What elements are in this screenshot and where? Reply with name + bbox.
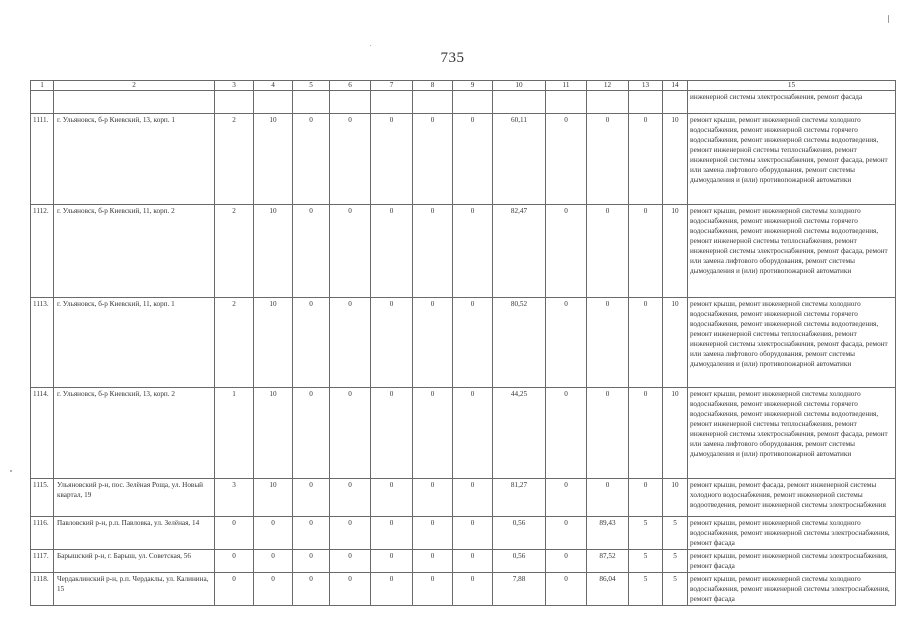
cell-col-8: 0 — [413, 479, 453, 517]
cell-address: г. Ульяновск, б-р Киевский, 11, корп. 1 — [54, 298, 215, 388]
cell-col-8: 0 — [413, 388, 453, 479]
table-row — [31, 573, 896, 606]
column-header-11: 11 — [546, 81, 587, 91]
cell-index: 1117. — [31, 550, 54, 573]
cell-col-11: 0 — [546, 205, 587, 298]
column-header-15: 15 — [688, 81, 896, 91]
cell-col-8: 0 — [413, 298, 453, 388]
cell-col-5: 0 — [293, 298, 330, 388]
cell-col-2 — [54, 91, 215, 114]
cell-col-7: 0 — [371, 205, 413, 298]
cell-col-10: 81,27 — [493, 479, 546, 517]
cell-col-14: 5 — [663, 517, 688, 550]
cell-col-7: 0 — [371, 573, 413, 606]
cell-col-12: 0 — [587, 388, 629, 479]
cell-col-3: 0 — [215, 550, 254, 573]
table-row — [31, 205, 896, 298]
table-row — [31, 388, 896, 479]
cell-index: 1111. — [31, 114, 54, 205]
cell-work: ремонт крыши, ремонт фасада, ремонт инженерной системы холодного водоснабжения, ремонт инженерной системы водоотведения, ремонт инженерной системы электроснабжения — [688, 479, 896, 517]
table-row — [31, 114, 896, 205]
cell-col-3: 3 — [215, 479, 254, 517]
column-header-3: 3 — [215, 81, 254, 91]
column-header-6: 6 — [330, 81, 371, 91]
cell-work: ремонт крыши, ремонт инженерной системы холодного водоснабжения, ремонт инженерной системы горячего водоснабжения, ремонт инженерной системы водоотведения, ремонт инженерной системы теплоснабжения, ремонт инженерной системы электроснабжения, ремонт фасада, ремонт или замена лифтового оборудования, ремонт системы дымоудаления и (или) противопожарной автоматики — [688, 388, 896, 479]
cell-address: г. Ульяновск, б-р Киевский, 13, корп. 2 — [54, 388, 215, 479]
cell-col-11: 0 — [546, 388, 587, 479]
cell-col-5: 0 — [293, 517, 330, 550]
cell-col-7: 0 — [371, 388, 413, 479]
cell-col-3: 2 — [215, 298, 254, 388]
column-header-5: 5 — [293, 81, 330, 91]
cell-col-7: 0 — [371, 550, 413, 573]
cell-col-12: 0 — [587, 298, 629, 388]
cell-work: ремонт крыши, ремонт инженерной системы электроснабжения, ремонт фасада — [688, 550, 896, 573]
cell-index: 1114. — [31, 388, 54, 479]
cell-col-5: 0 — [293, 388, 330, 479]
cell-col-13: 5 — [629, 550, 663, 573]
table-row — [31, 550, 896, 573]
cell-col-13: 5 — [629, 517, 663, 550]
cell-col-10: 0,56 — [493, 517, 546, 550]
cell-col-9: 0 — [453, 479, 493, 517]
column-header-2: 2 — [54, 81, 215, 91]
continuation-row — [31, 91, 896, 114]
cell-col-4: 10 — [254, 114, 293, 205]
table-body — [31, 91, 896, 606]
cell-col-9: 0 — [453, 517, 493, 550]
cell-work: ремонт крыши, ремонт инженерной системы холодного водоснабжения, ремонт инженерной системы горячего водоснабжения, ремонт инженерной системы водоотведения, ремонт инженерной системы теплоснабжения, ремонт инженерной системы электроснабжения, ремонт фасада, ремонт или замена лифтового оборудования, ремонт системы дымоудаления и (или) противопожарной автоматики — [688, 114, 896, 205]
cell-col-5: 0 — [293, 205, 330, 298]
cell-address: г. Ульяновск, б-р Киевский, 13, корп. 1 — [54, 114, 215, 205]
cell-col-5: 0 — [293, 479, 330, 517]
cell-work: ремонт крыши, ремонт инженерной системы холодного водоснабжения, ремонт инженерной системы электроснабжения, ремонт фасада — [688, 573, 896, 606]
cell-col-9: 0 — [453, 550, 493, 573]
column-header-9: 9 — [453, 81, 493, 91]
cell-col-6: 0 — [330, 550, 371, 573]
cell-col-14: 10 — [663, 479, 688, 517]
cell-col-9: 0 — [453, 298, 493, 388]
cell-address: г. Ульяновск, б-р Киевский, 11, корп. 2 — [54, 205, 215, 298]
page-number: 735 — [440, 50, 465, 66]
cell-col-3: 2 — [215, 205, 254, 298]
cell-address: Павловский р-н, р.п. Павловка, ул. Зелёная, 14 — [54, 517, 215, 550]
cell-col-11: 0 — [546, 114, 587, 205]
cell-col-14: 10 — [663, 205, 688, 298]
cell-work: инженерной системы электроснабжения, ремонт фасада — [688, 91, 896, 114]
cell-col-6: 0 — [330, 298, 371, 388]
cell-col-9: 0 — [453, 114, 493, 205]
cell-col-12: 0 — [587, 114, 629, 205]
cell-col-11: 0 — [546, 573, 587, 606]
cell-work: ремонт крыши, ремонт инженерной системы холодного водоснабжения, ремонт инженерной системы горячего водоснабжения, ремонт инженерной системы водоотведения, ремонт инженерной системы теплоснабжения, ремонт инженерной системы электроснабжения, ремонт фасада, ремонт или замена лифтового оборудования, ремонт системы дымоудаления и (или) противопожарной автоматики — [688, 298, 896, 388]
cell-col-12: 0 — [587, 479, 629, 517]
cell-col-3: 0 — [215, 517, 254, 550]
cell-col-11: 0 — [546, 298, 587, 388]
cell-col-9: 0 — [453, 388, 493, 479]
column-header-4: 4 — [254, 81, 293, 91]
cell-col-6: 0 — [330, 479, 371, 517]
cell-col-4: 10 — [254, 479, 293, 517]
cell-col-9: 0 — [453, 573, 493, 606]
scan-speck — [370, 45, 371, 46]
table-header — [31, 81, 896, 91]
cell-col-4: 10 — [254, 388, 293, 479]
column-header-1: 1 — [31, 81, 54, 91]
cell-col-8: 0 — [413, 573, 453, 606]
cell-col-10: 7,88 — [493, 573, 546, 606]
cell-col-12: 0 — [587, 205, 629, 298]
cell-col-13: 0 — [629, 298, 663, 388]
cell-col-3: 2 — [215, 114, 254, 205]
cell-address: Чердаклинский р-н, р.п. Чердаклы, ул. Калинина, 15 — [54, 573, 215, 606]
column-header-12: 12 — [587, 81, 629, 91]
cell-col-6: 0 — [330, 573, 371, 606]
cell-col-8: 0 — [413, 114, 453, 205]
cell-col-10: 0,56 — [493, 550, 546, 573]
cell-col-4: 10 — [254, 205, 293, 298]
cell-col-3: 0 — [215, 573, 254, 606]
cell-col-8: 0 — [413, 550, 453, 573]
cell-index: 1118. — [31, 573, 54, 606]
cell-col-6: 0 — [330, 517, 371, 550]
cell-col-6: 0 — [330, 205, 371, 298]
cell-col-13: 0 — [629, 388, 663, 479]
column-header-10: 10 — [493, 81, 546, 91]
cell-col-14: 5 — [663, 573, 688, 606]
cell-col-10: 82,47 — [493, 205, 546, 298]
cell-col-5: 0 — [293, 573, 330, 606]
cell-col-1 — [31, 91, 54, 114]
cell-col-9: 0 — [453, 205, 493, 298]
cell-col-14: 10 — [663, 388, 688, 479]
cell-col-4: 0 — [254, 550, 293, 573]
cell-col-6: 0 — [330, 114, 371, 205]
cell-col-5: 0 — [293, 550, 330, 573]
cell-col-4: 0 — [254, 573, 293, 606]
cell-col-10: 60,11 — [493, 114, 546, 205]
scan-speck — [10, 470, 12, 472]
cell-col-7: 0 — [371, 517, 413, 550]
cell-index: 1113. — [31, 298, 54, 388]
cell-col-13: 0 — [629, 114, 663, 205]
cell-col-12: 87,52 — [587, 550, 629, 573]
column-header-13: 13 — [629, 81, 663, 91]
cell-col-6: 0 — [330, 388, 371, 479]
cell-col-4: 10 — [254, 298, 293, 388]
cell-col-11: 0 — [546, 479, 587, 517]
cell-work: ремонт крыши, ремонт инженерной системы холодного водоснабжения, ремонт инженерной системы горячего водоснабжения, ремонт инженерной системы водоотведения, ремонт инженерной системы теплоснабжения, ремонт инженерной системы электроснабжения, ремонт фасада, ремонт или замена лифтового оборудования, ремонт системы дымоудаления и (или) противопожарной автоматики — [688, 205, 896, 298]
cell-col-7: 0 — [371, 114, 413, 205]
register-table — [30, 80, 896, 606]
cell-col-11: 0 — [546, 550, 587, 573]
cell-col-3: 1 — [215, 388, 254, 479]
cell-col-8: 0 — [413, 205, 453, 298]
cell-col-13: 5 — [629, 573, 663, 606]
cell-col-4: 0 — [254, 517, 293, 550]
cell-index: 1112. — [31, 205, 54, 298]
cell-col-12: 86,04 — [587, 573, 629, 606]
cell-col-7: 0 — [371, 298, 413, 388]
cell-index: 1115. — [31, 479, 54, 517]
cell-col-10: 44,25 — [493, 388, 546, 479]
cell-col-7: 0 — [371, 479, 413, 517]
column-header-7: 7 — [371, 81, 413, 91]
cell-col-12: 89,43 — [587, 517, 629, 550]
cell-col-11: 0 — [546, 517, 587, 550]
scan-speck — [888, 15, 889, 23]
cell-col-13: 0 — [629, 479, 663, 517]
column-header-8: 8 — [413, 81, 453, 91]
cell-col-13: 0 — [629, 205, 663, 298]
cell-col-14: 10 — [663, 114, 688, 205]
table-row — [31, 298, 896, 388]
cell-col-10: 80,52 — [493, 298, 546, 388]
cell-col-14: 5 — [663, 550, 688, 573]
cell-index: 1116. — [31, 517, 54, 550]
table-row — [31, 479, 896, 517]
cell-address: Барышский р-н, г. Барыш, ул. Советская, 56 — [54, 550, 215, 573]
cell-work: ремонт крыши, ремонт инженерной системы холодного водоснабжения, ремонт инженерной системы электроснабжения, ремонт фасада — [688, 517, 896, 550]
column-header-14: 14 — [663, 81, 688, 91]
table-row — [31, 517, 896, 550]
cell-col-14: 10 — [663, 298, 688, 388]
cell-address: Ульяновский р-н, пос. Зелёная Роща, ул. Новый квартал, 19 — [54, 479, 215, 517]
cell-col-8: 0 — [413, 517, 453, 550]
cell-col-5: 0 — [293, 114, 330, 205]
